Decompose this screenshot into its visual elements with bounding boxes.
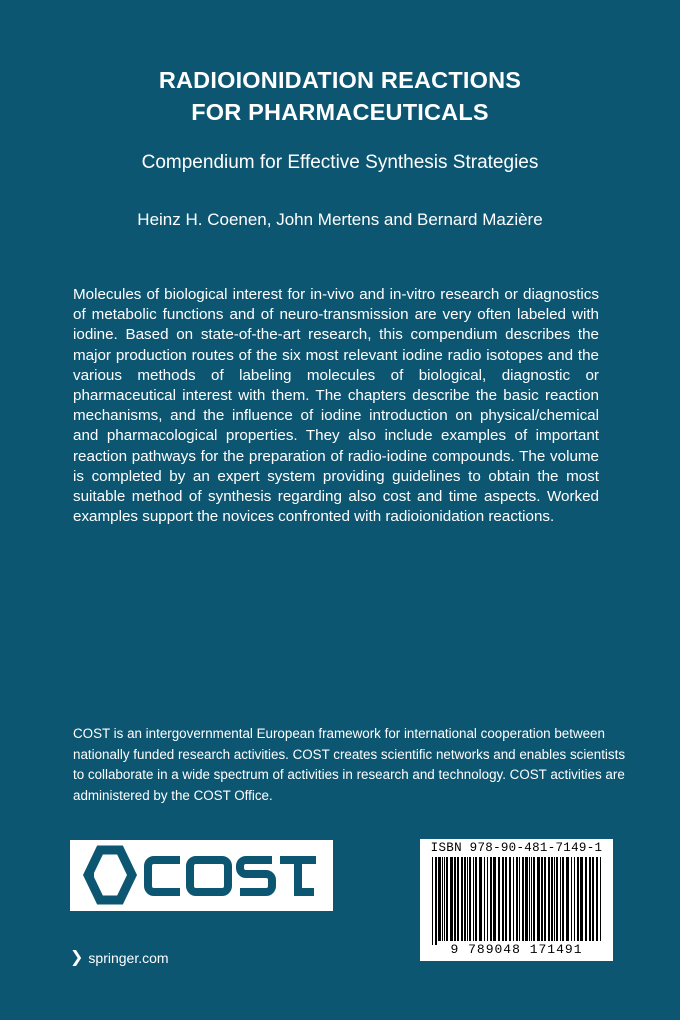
- barcode-number: 9 789048 171491: [450, 942, 583, 957]
- barcode-bar: [525, 857, 528, 941]
- cost-logo-graphic: [70, 840, 333, 911]
- barcode-bar: [461, 857, 463, 941]
- barcode-bar: [454, 857, 456, 941]
- barcode-bar: [571, 857, 572, 941]
- barcode-bar: [580, 857, 583, 941]
- barcode-bar: [432, 857, 433, 945]
- publisher-url: springer.com: [88, 950, 169, 966]
- barcode-bar: [435, 857, 437, 945]
- barcode-bar: [513, 857, 514, 941]
- barcode-bar: [566, 857, 569, 941]
- barcode-bar: [505, 857, 507, 941]
- barcode-bar: [516, 857, 518, 941]
- chevron-right-icon: ❯: [70, 949, 84, 966]
- book-authors: Heinz H. Coenen, John Mertens and Bernard Mazière: [137, 210, 543, 229]
- barcode-bar: [541, 857, 543, 941]
- barcode-bar: [537, 857, 540, 941]
- barcode-bar: [544, 857, 546, 941]
- barcode-bar: [548, 857, 550, 941]
- barcode-bar: [502, 857, 504, 941]
- barcode-bar: [556, 857, 558, 941]
- book-description: Molecules of biological interest for in-vivo and in-vitro research or diagnostics of metabolic functions and of neuro-transmission are very often labeled with iodine. Based on state-of-the-art research, this compendium describes the major production routes of the six most relevant iodine radio isotopes and the various methods of labeling molecules of biological, diagnostic or pharmaceutical interest with them. The chapters describe the basic reaction mechanisms, and the influence of iodine introduction on physical/chemical and pharmacological properties. They also include examples of important reaction pathways for the preparation of radio-iodine compounds. The volume is completed by an expert system providing guidelines to obtain the most suitable method of synthesis regarding also cost and time aspects. Worked examples support the novices confronted with radioionidation reactions.: [73, 286, 599, 526]
- barcode-bar: [551, 857, 553, 941]
- barcode-bar: [444, 857, 445, 941]
- barcode-bar: [589, 857, 591, 941]
- book-subtitle: Compendium for Effective Synthesis Strategies: [141, 152, 539, 173]
- barcode-bar: [498, 857, 500, 941]
- title-line-2: FOR PHARMACEUTICALS: [191, 99, 489, 125]
- barcode-bar: [562, 857, 564, 941]
- barcode-bar: [457, 857, 459, 941]
- book-title: [0, 64, 680, 128]
- barcode-bar: [592, 857, 594, 941]
- cost-description: COST is an intergovernmental European framework for international cooperation between nationally funded research activities. COST creates scientific networks and enables scientists to collaborate in a wide spectrum of activities in research and technology. COST activities are administered by the COST Office.: [73, 726, 626, 803]
- barcode-bar: [473, 857, 474, 941]
- barcode-bar: [585, 857, 587, 941]
- barcode-bar: [475, 857, 477, 941]
- isbn-text: ISBN 978-90-481-7149-1: [430, 841, 603, 855]
- publisher-link[interactable]: [70, 948, 169, 968]
- isbn-barcode: [420, 839, 613, 961]
- cost-logo: [70, 840, 333, 911]
- barcode-bar: [600, 857, 601, 941]
- barcode-bar: [446, 857, 448, 941]
- barcode-bar: [464, 857, 466, 941]
- barcode-bar: [484, 857, 485, 941]
- barcode-bar: [560, 857, 561, 941]
- barcode-bar: [554, 857, 555, 941]
- barcode-bar: [442, 857, 443, 941]
- barcode-bar: [596, 857, 598, 941]
- barcode-bar: [529, 857, 530, 941]
- barcode-bar: [438, 857, 441, 941]
- barcode-bar: [519, 857, 520, 941]
- barcode-bar: [509, 857, 511, 941]
- title-line-1: RADIOIONIDATION REACTIONS: [158, 67, 522, 93]
- barcode-bar: [577, 857, 579, 941]
- barcode-bar: [467, 857, 468, 941]
- barcode-bar: [487, 857, 488, 941]
- barcode-bar: [574, 857, 575, 941]
- barcode-bar: [533, 857, 535, 941]
- barcode-bar: [493, 857, 496, 941]
- barcode-bar: [479, 857, 482, 941]
- barcode-bar: [490, 857, 492, 941]
- barcode-bar: [531, 857, 532, 941]
- barcode-bar: [522, 857, 524, 941]
- barcode-bar: [469, 857, 471, 941]
- barcode-bar: [450, 857, 453, 941]
